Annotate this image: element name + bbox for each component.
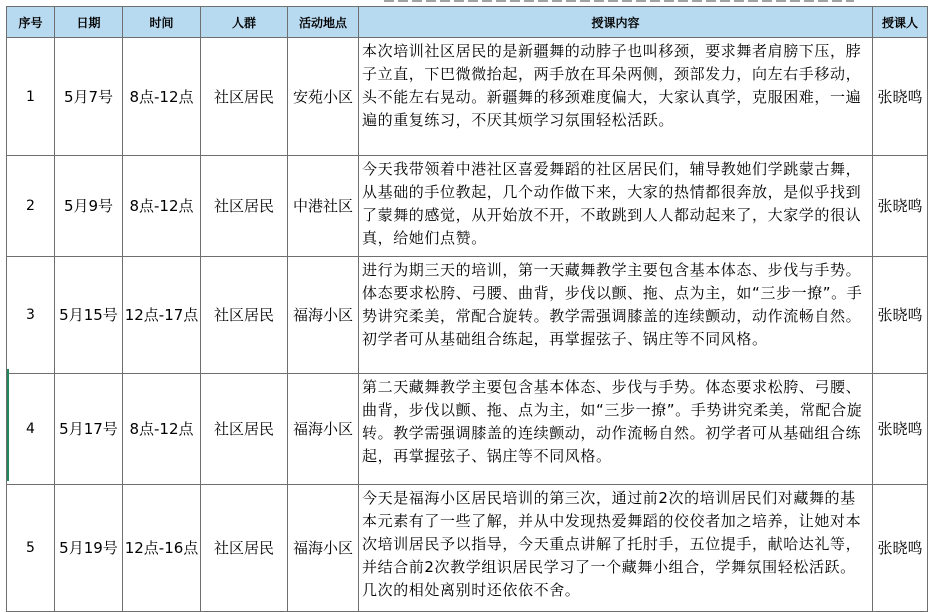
- header-cell-seq[interactable]: 序号: [7, 7, 55, 38]
- cell-date[interactable]: 5月15号: [55, 257, 123, 374]
- cell-teacher[interactable]: 张晓鸣: [873, 257, 928, 374]
- cell-crowd[interactable]: 社区居民: [201, 485, 288, 612]
- cell-place[interactable]: 中港社区: [288, 156, 359, 257]
- header-row: [7, 7, 928, 38]
- table-row: [7, 38, 928, 156]
- cell-time[interactable]: 8点-12点: [123, 374, 201, 485]
- cell-place[interactable]: 福海小区: [288, 374, 359, 485]
- cell-crowd[interactable]: 社区居民: [201, 38, 288, 156]
- cell-teacher[interactable]: 张晓鸣: [873, 156, 928, 257]
- cell-content-text: 进行为期三天的培训，第一天藏舞教学主要包含基本体态、步伐与手势。体态要求松胯、弓腰、曲背，步伐以颤、拖、点为主，如“三步一撩”。手势讲究柔美，常配合旋转。教学需强调膝盖的连续颤动，动作流畅自然。初学者可从基础组合练起，再掌握弦子、锅庄等不同风格。: [362, 261, 863, 348]
- header-cell-teacher[interactable]: 授课人: [873, 7, 928, 38]
- cell-content[interactable]: [359, 374, 873, 485]
- cell-teacher[interactable]: 张晓鸣: [873, 38, 928, 156]
- cell-date[interactable]: 5月9号: [55, 156, 123, 257]
- cell-time[interactable]: 12点-16点: [123, 485, 201, 612]
- cell-content-text: 本次培训社区居民的是新疆舞的动脖子也叫移颈，要求舞者肩膀下压，脖子立直，下巴微微抬起，两手放在耳朵两侧，颈部发力，向左右手移动，头不能左右晃动。新疆舞的移颈难度偏大，大家认真学，克服困难，一遍遍的重复练习，不厌其烦学习氛围轻松活跃。: [362, 42, 862, 129]
- cell-place[interactable]: 安苑小区: [288, 38, 359, 156]
- header-cell-time[interactable]: 时间: [123, 7, 201, 38]
- cell-seq[interactable]: 3: [7, 257, 55, 374]
- cell-time[interactable]: 12点-17点: [123, 257, 201, 374]
- training-record-table: [6, 6, 928, 612]
- cell-seq[interactable]: 5: [7, 485, 55, 612]
- cell-place[interactable]: 福海小区: [288, 257, 359, 374]
- cell-content[interactable]: [359, 257, 873, 374]
- header-cell-crowd[interactable]: 人群: [201, 7, 288, 38]
- cell-time[interactable]: 8点-12点: [123, 38, 201, 156]
- cell-date[interactable]: 5月7号: [55, 38, 123, 156]
- cell-place[interactable]: 福海小区: [288, 485, 359, 612]
- header-cell-date[interactable]: 日期: [55, 7, 123, 38]
- cell-seq[interactable]: 2: [7, 156, 55, 257]
- cell-content[interactable]: [359, 156, 873, 257]
- cell-content-text: 今天是福海小区居民培训的第三次，通过前2次的培训居民们对藏舞的基本元素有了一些了解，并从中发现热爱舞蹈的佼佼者加之培养，让她对本次培训居民予以指导，今天重点讲解了托肘手，五位提手，献哈达礼等，并结合前2次教学组识居民学习了一个藏舞小组合，学舞氛围轻松活跃。几次的相处离别时还依依不舍。: [362, 489, 862, 599]
- table-row: [7, 156, 928, 257]
- header-cell-content[interactable]: 授课内容: [359, 7, 873, 38]
- cell-seq[interactable]: 1: [7, 38, 55, 156]
- cell-content-text: 第二天藏舞教学主要包含基本体态、步伐与手势。体态要求松胯、弓腰、曲背，步伐以颤、拖、点为主，如“三步一撩”。手势讲究柔美，常配合旋转。教学需强调膝盖的连续颤动，动作流畅自然。初学者可从基础组合练起，再掌握弦子、锅庄等不同风格。: [362, 378, 863, 465]
- header-cell-place[interactable]: 活动地点: [288, 7, 359, 38]
- table-row: [7, 485, 928, 612]
- cell-date[interactable]: 5月17号: [55, 374, 123, 485]
- cell-teacher[interactable]: 张晓鸣: [873, 374, 928, 485]
- cell-crowd[interactable]: 社区居民: [201, 374, 288, 485]
- cell-crowd[interactable]: 社区居民: [201, 156, 288, 257]
- cell-content[interactable]: [359, 485, 873, 612]
- cell-seq[interactable]: 4: [7, 374, 55, 485]
- cropped-title-fragment: [384, 0, 854, 2]
- cell-content-text: 今天我带领着中港社区喜爱舞蹈的社区居民们，辅导教她们学跳蒙古舞，从基础的手位教起，几个动作做下来，大家的热情都很奔放，是似乎找到了蒙舞的感觉，从开始放不开，不敢跳到人人都动起来了，大家学的很认真，给她们点赞。: [362, 160, 862, 247]
- cell-teacher[interactable]: 张晓鸣: [873, 485, 928, 612]
- row-selection-indicator: [7, 369, 9, 481]
- cell-crowd[interactable]: 社区居民: [201, 257, 288, 374]
- table-row: [7, 257, 928, 374]
- cell-date[interactable]: 5月19号: [55, 485, 123, 612]
- cell-content[interactable]: [359, 38, 873, 156]
- cell-time[interactable]: 8点-12点: [123, 156, 201, 257]
- table-row: [7, 374, 928, 485]
